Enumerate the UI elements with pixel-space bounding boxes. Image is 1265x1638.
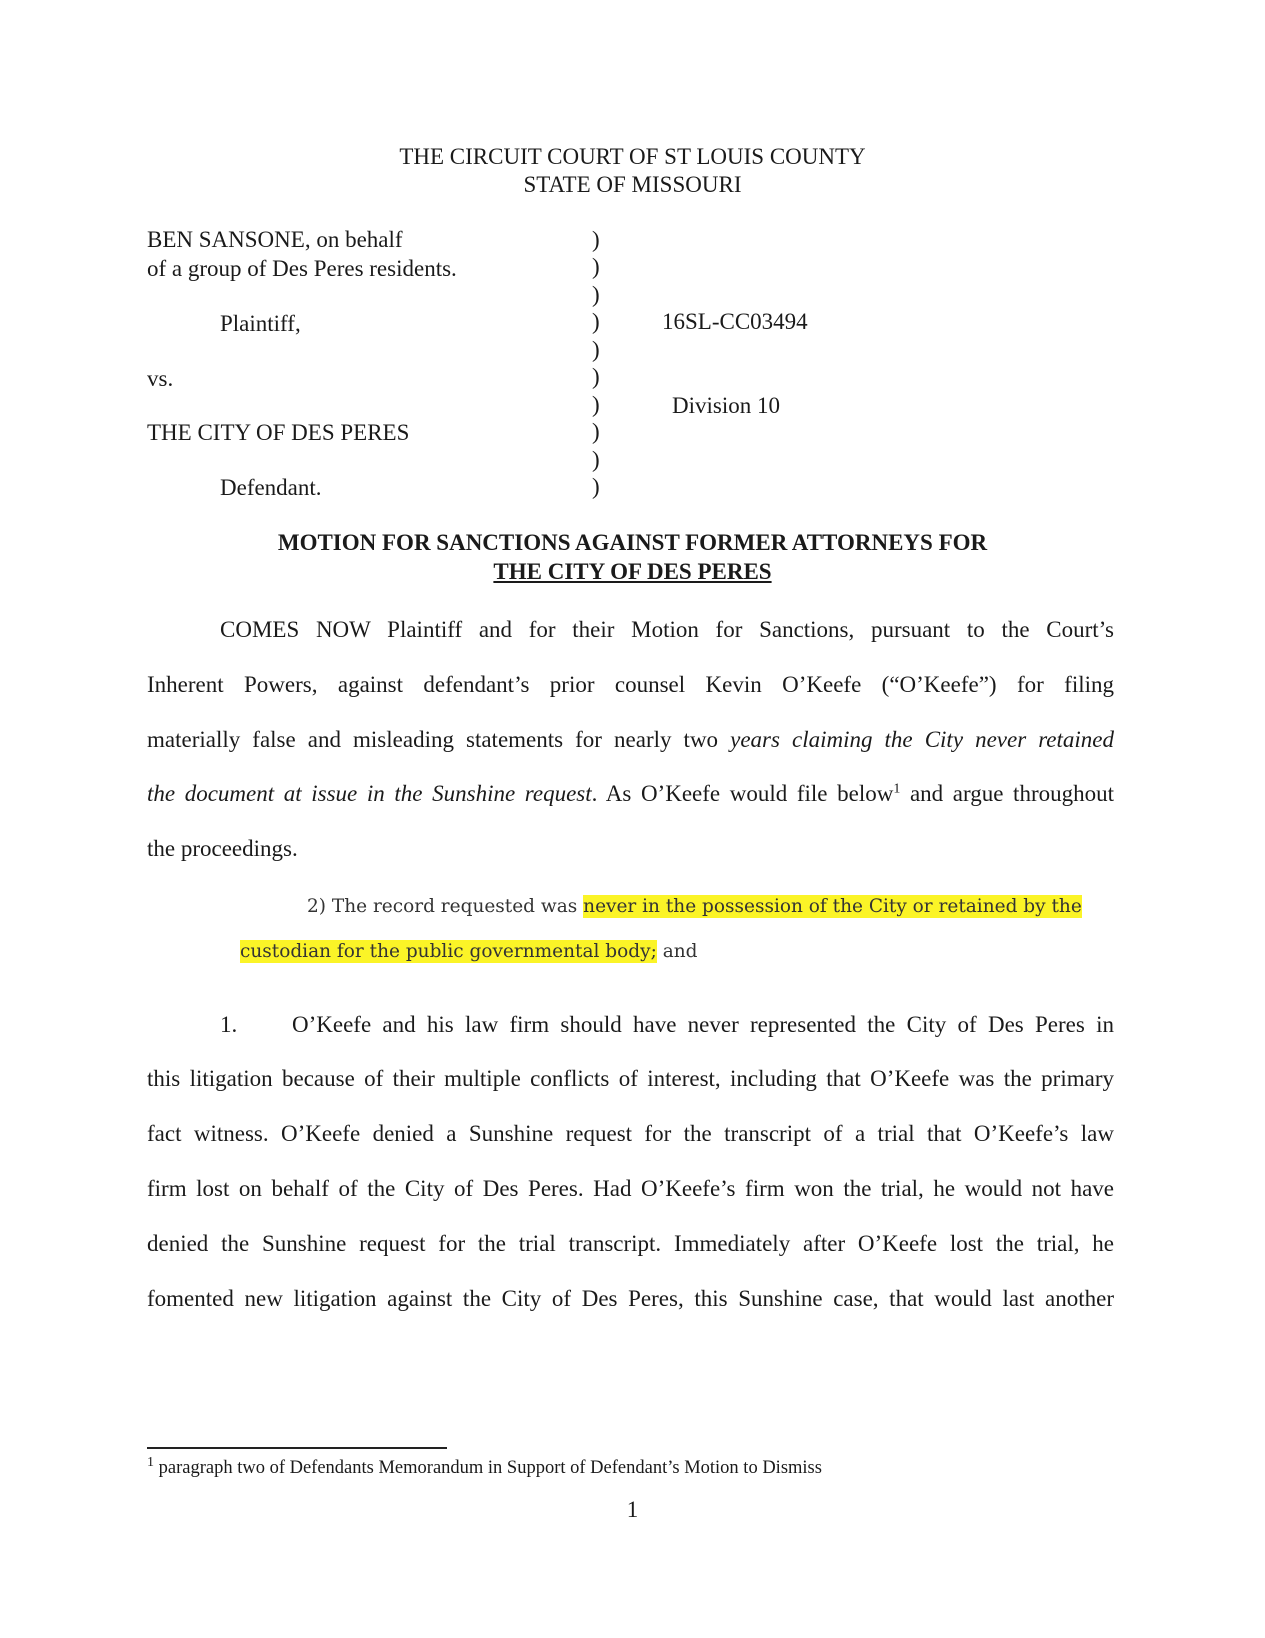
quote-line: 2) The record requested was never in the possession of the City or retained by the [307,896,1082,917]
caption-paren: ) [592,337,600,362]
motion-title-line2: THE CITY OF DES PERES [493,559,772,584]
caption-paren: ) [592,227,600,252]
caption-paren: ) [592,392,600,417]
court-name: THE CIRCUIT COURT OF ST LOUIS COUNTY [399,144,866,169]
paragraph-line: fact witness. O’Keefe denied a Sunshine request for the transcript of a trial that O’Keefe’s law [147,1121,1114,1146]
motion-title-line1: MOTION FOR SANCTIONS AGAINST FORMER ATTORNEYS FOR [277,530,988,555]
division-label: Division 10 [672,393,780,418]
highlighted-text: custodian for the public governmental body; [240,941,657,962]
versus-label: vs. [147,366,174,391]
paragraph-line: fomented new litigation against the City of Des Peres, this Sunshine case, that would last another [147,1286,1114,1311]
intro-line: Inherent Powers, against defendant’s prior counsel Kevin O’Keefe (“O’Keefe”) for filing [147,672,1114,697]
footnote-ref: 1 [893,781,901,797]
paragraph-number: 1. [220,1012,238,1037]
plaintiff-name-continued: of a group of Des Peres residents. [147,256,457,281]
paragraph-line: this litigation because of their multiple conflicts of interest, including that O’Keefe was the primary [147,1066,1114,1091]
paragraph-line: firm lost on behalf of the City of Des Peres. Had O’Keefe’s firm won the trial, he would not have [147,1176,1114,1201]
quote-line: custodian for the public governmental body; and [240,941,698,962]
page-number: 1 [626,1497,639,1522]
intro-line: materially false and misleading statements for nearly two years claiming the City never retained [147,727,1115,752]
footnote: $^1$ paragraph two of Defendants Memorandum in Support of Defendant’s Motion to Dismiss [147,1454,822,1478]
caption-paren: ) [592,474,600,499]
highlighted-text: never in the possession of the City or retained by the [583,896,1082,917]
court-state: STATE OF MISSOURI [523,172,742,197]
defendant-name: THE CITY OF DES PERES [147,420,410,445]
intro-line: the proceedings. [147,836,298,861]
caption-paren: ) [592,364,600,389]
footnote-marker: 1 [147,1454,154,1470]
footnote-divider [147,1447,447,1449]
caption-paren: ) [592,254,600,279]
intro-line: COMES NOW Plaintiff and for their Motion for Sanctions, pursuant to the Court’s [220,617,1114,642]
caption-paren: ) [592,419,600,444]
case-number: 16SL-CC03494 [662,309,808,334]
caption-paren: ) [592,309,600,334]
defendant-role: Defendant. [220,475,322,500]
intro-line: the document at issue in the Sunshine request. As O’Keefe would file below$^1$ and argue throughout [147,781,1114,806]
plaintiff-name: BEN SANSONE, on behalf [147,227,403,252]
caption-paren: ) [592,447,600,472]
paragraph-line: O’Keefe and his law firm should have never represented the City of Des Peres in [292,1012,1114,1037]
paragraph-line: denied the Sunshine request for the trial transcript. Immediately after O’Keefe lost the trial, he [147,1231,1114,1256]
plaintiff-role: Plaintiff, [220,311,301,336]
caption-paren: ) [592,282,600,307]
